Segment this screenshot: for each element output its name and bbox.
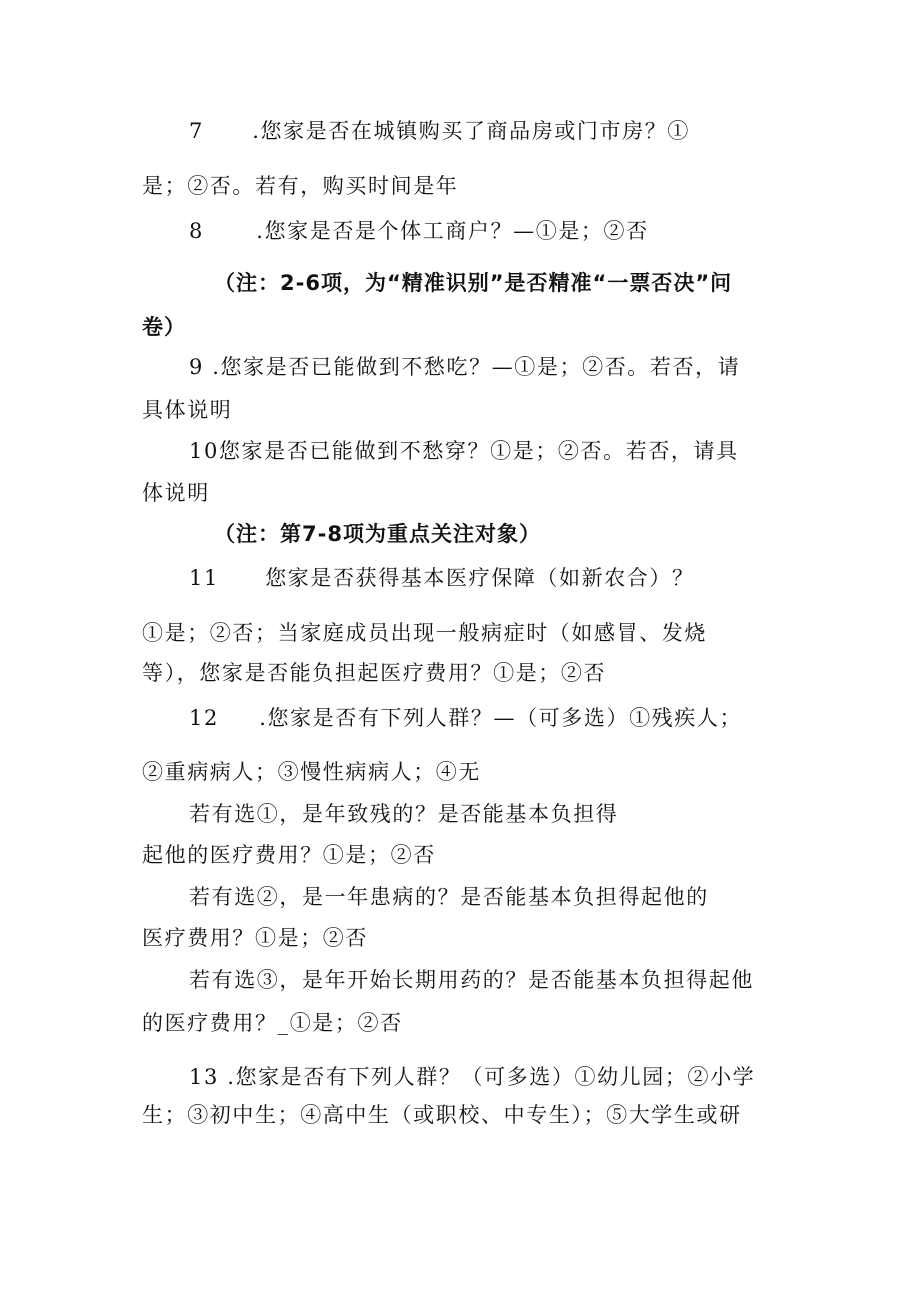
q11-number: 11 bbox=[189, 566, 219, 590]
q7-line-2: 是；②否。若有，购买时间是年 bbox=[142, 174, 459, 198]
q12-number: 12 bbox=[189, 706, 219, 730]
q11-line-2: ①是；②否；当家庭成员出现一般病症时（如感冒、发烧 bbox=[142, 621, 707, 645]
q12-sub2-line-1: 若有选②，是一年患病的？是否能基本负担得起他的 bbox=[189, 885, 709, 909]
q13-line-1: 13 .您家是否有下列人群？（可多选）①幼儿园；②小学 bbox=[189, 1065, 756, 1089]
q8-line-1 bbox=[189, 217, 649, 245]
q7-text-1: .您家是否在城镇购买了商品房或门市房？① bbox=[252, 119, 690, 143]
q12-sub3-line-1: 若有选③，是年开始长期用药的？是否能基本负担得起他 bbox=[189, 968, 754, 992]
q11-line-3: 等），您家是否能负担起医疗费用？①是；②否 bbox=[142, 661, 607, 685]
q8-number: 8 bbox=[189, 219, 204, 243]
q13-line-2: 生；③初中生；④高中生（或职校、中专生）；⑤大学生或研 bbox=[142, 1103, 742, 1127]
q11-line-1 bbox=[189, 564, 695, 592]
q12-line-2: ②重病病人；③慢性病病人；④无 bbox=[142, 760, 481, 784]
q10-line-1: 10您家是否已能做到不愁穿？①是；②否。若否，请具 bbox=[189, 439, 739, 463]
q12-sub2-line-2: 医疗费用？①是；②否 bbox=[142, 926, 368, 950]
q11-text-1: 您家是否获得基本医疗保障（如新农合）？ bbox=[265, 566, 695, 590]
q9-line-2: 具体说明 bbox=[142, 398, 233, 422]
q12-sub3-line-2: 的医疗费用？_①是；②否 bbox=[142, 1011, 403, 1035]
note1-line-1: （注：2-6项，为“精准识别”是否精准“一票否决”问 bbox=[214, 271, 733, 295]
note1-line-2: 卷） bbox=[142, 315, 186, 339]
q10-line-2: 体说明 bbox=[142, 481, 210, 505]
q12-sub1-line-2: 起他的医疗费用？①是；②否 bbox=[142, 843, 436, 867]
q8-text-1: .您家是否是个体工商户？—①是；②否 bbox=[256, 219, 649, 243]
q12-sub1-line-1: 若有选①，是年致残的？是否能基本负担得 bbox=[189, 802, 619, 826]
q9-line-1: 9 .您家是否已能做到不愁吃？—①是；②否。若否，请 bbox=[189, 355, 741, 379]
q7-line-1 bbox=[189, 117, 690, 145]
q7-number: 7 bbox=[189, 119, 204, 143]
q12-text-1: .您家是否有下列人群？—（可多选）①残疾人； bbox=[259, 706, 743, 730]
note2-line-1: （注：第7-8项为重点关注对象） bbox=[214, 522, 541, 546]
q12-line-1 bbox=[189, 704, 742, 732]
